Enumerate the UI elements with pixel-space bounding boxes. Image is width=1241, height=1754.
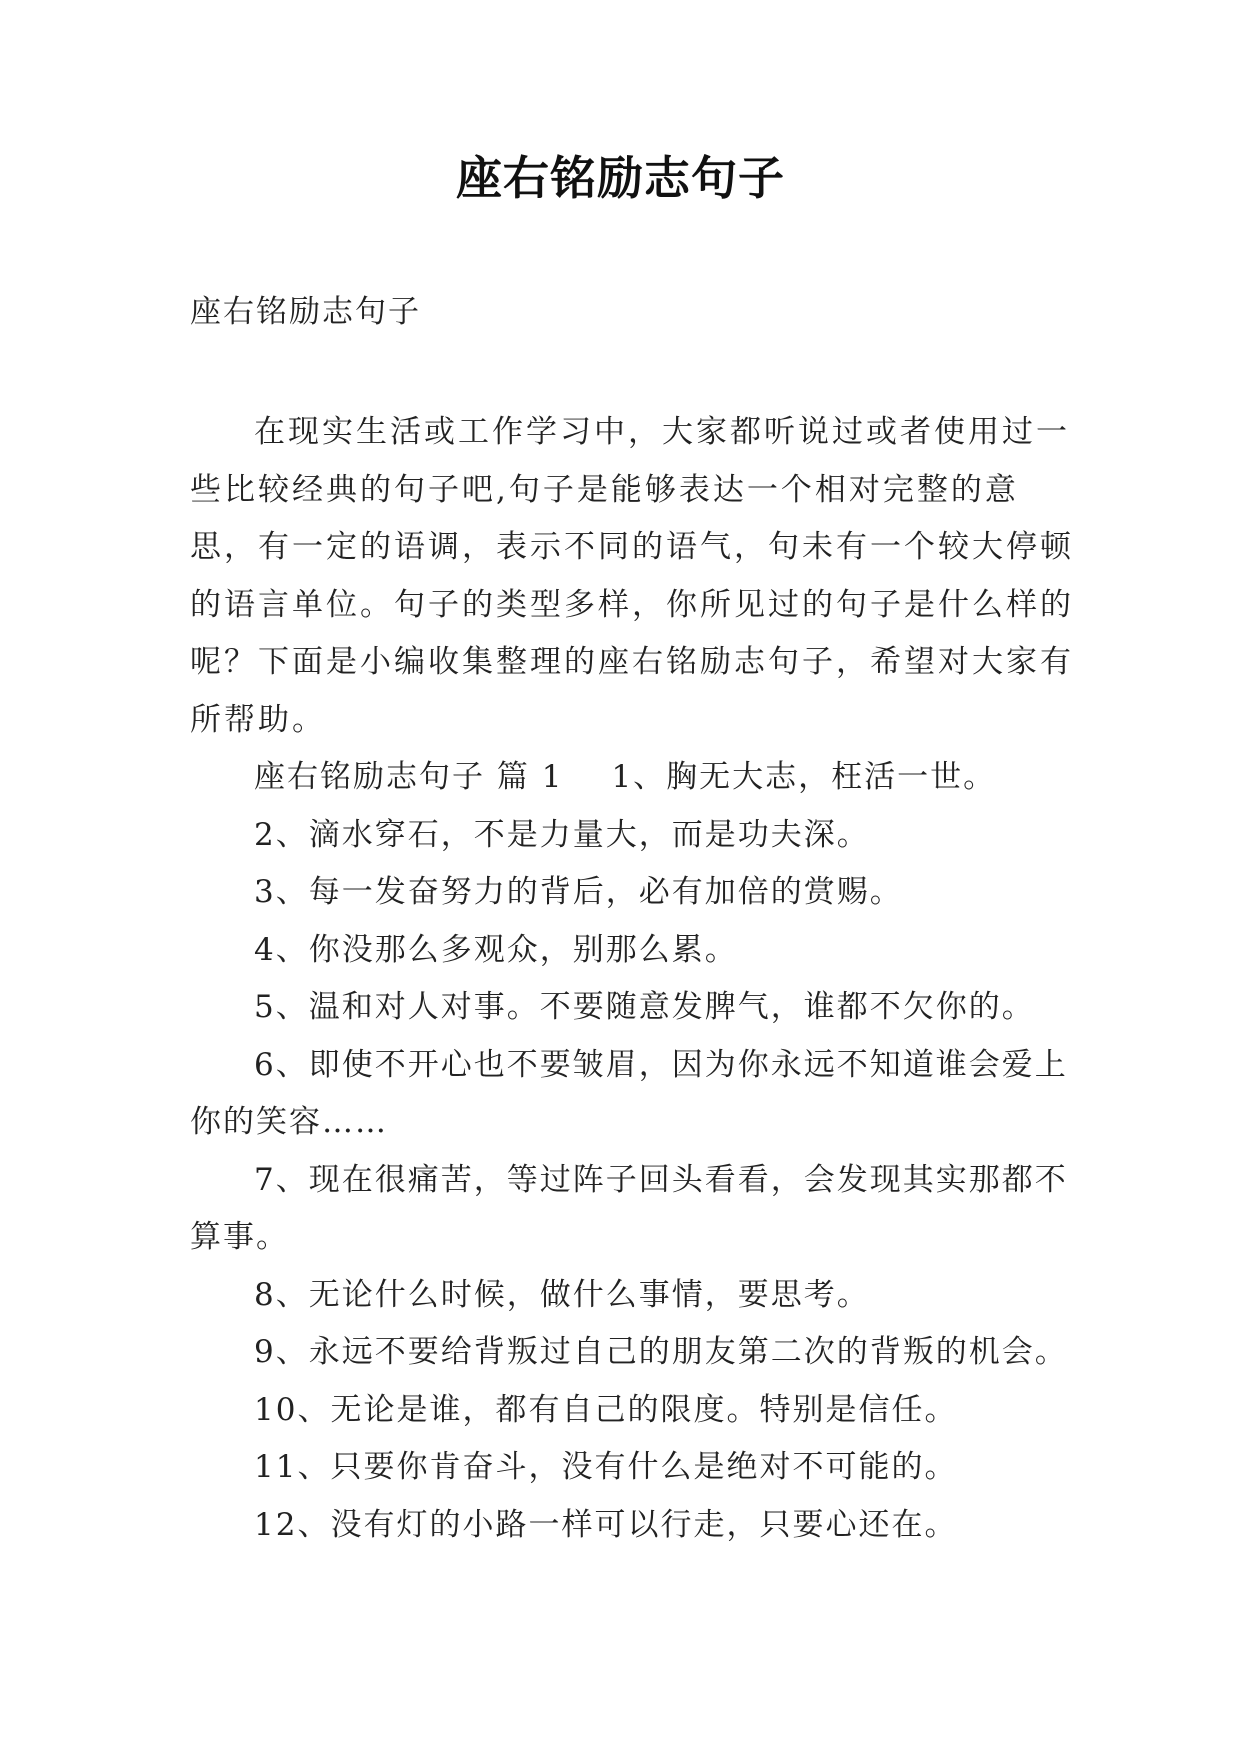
list-item: 6、即使不开心也不要皱眉，因为你永远不知道谁会爱上你的笑容……	[190, 1046, 1068, 1140]
intro-paragraph: 在现实生活或工作学习中，大家都听说过或者使用过一些比较经典的句子吧,句子是能够表达一个相对完整的意思，有一定的语调，表示不同的语气，句未有一个较大停顿的语言单位。句子的类型多样，你所见过的句子是什么样的呢？下面是小编收集整理的座右铭励志句子，希望对大家有所帮助。	[190, 414, 1074, 738]
list-item: 7、现在很痛苦，等过阵子回头看看，会发现其实那都不算事。	[190, 1161, 1068, 1255]
document-title: 座右铭励志句子	[456, 151, 785, 205]
list-item: 5、温和对人对事。不要随意发脾气，谁都不欠你的。	[254, 989, 1035, 1025]
list-item: 12、没有灯的小路一样可以行走，只要心还在。	[254, 1506, 958, 1543]
list-item: 8、无论什么时候，做什么事情，要思考。	[254, 1276, 870, 1313]
document-body	[190, 404, 1080, 1554]
list-item: 2、滴水穿石，不是力量大，而是功夫深。	[254, 816, 870, 853]
list-item: 3、每一发奋努力的背后，必有加倍的赏赐。	[254, 874, 903, 910]
section-first-line	[190, 749, 1080, 807]
list-item: 11、只要你肯奋斗，没有什么是绝对不可能的。	[254, 1449, 958, 1485]
list-item: 4、你没那么多观众，别那么累。	[254, 931, 738, 968]
list-item: 1、胸无大志，枉活一世。	[611, 759, 997, 795]
list-item: 9、永远不要给背叛过自己的朋友第二次的背叛的机会。	[254, 1334, 1068, 1370]
section-heading: 座右铭励志句子 篇 1	[254, 759, 564, 795]
list-item: 10、无论是谁，都有自己的限度。特别是信任。	[254, 1391, 958, 1428]
document-subtitle: 座右铭励志句子	[190, 294, 421, 330]
